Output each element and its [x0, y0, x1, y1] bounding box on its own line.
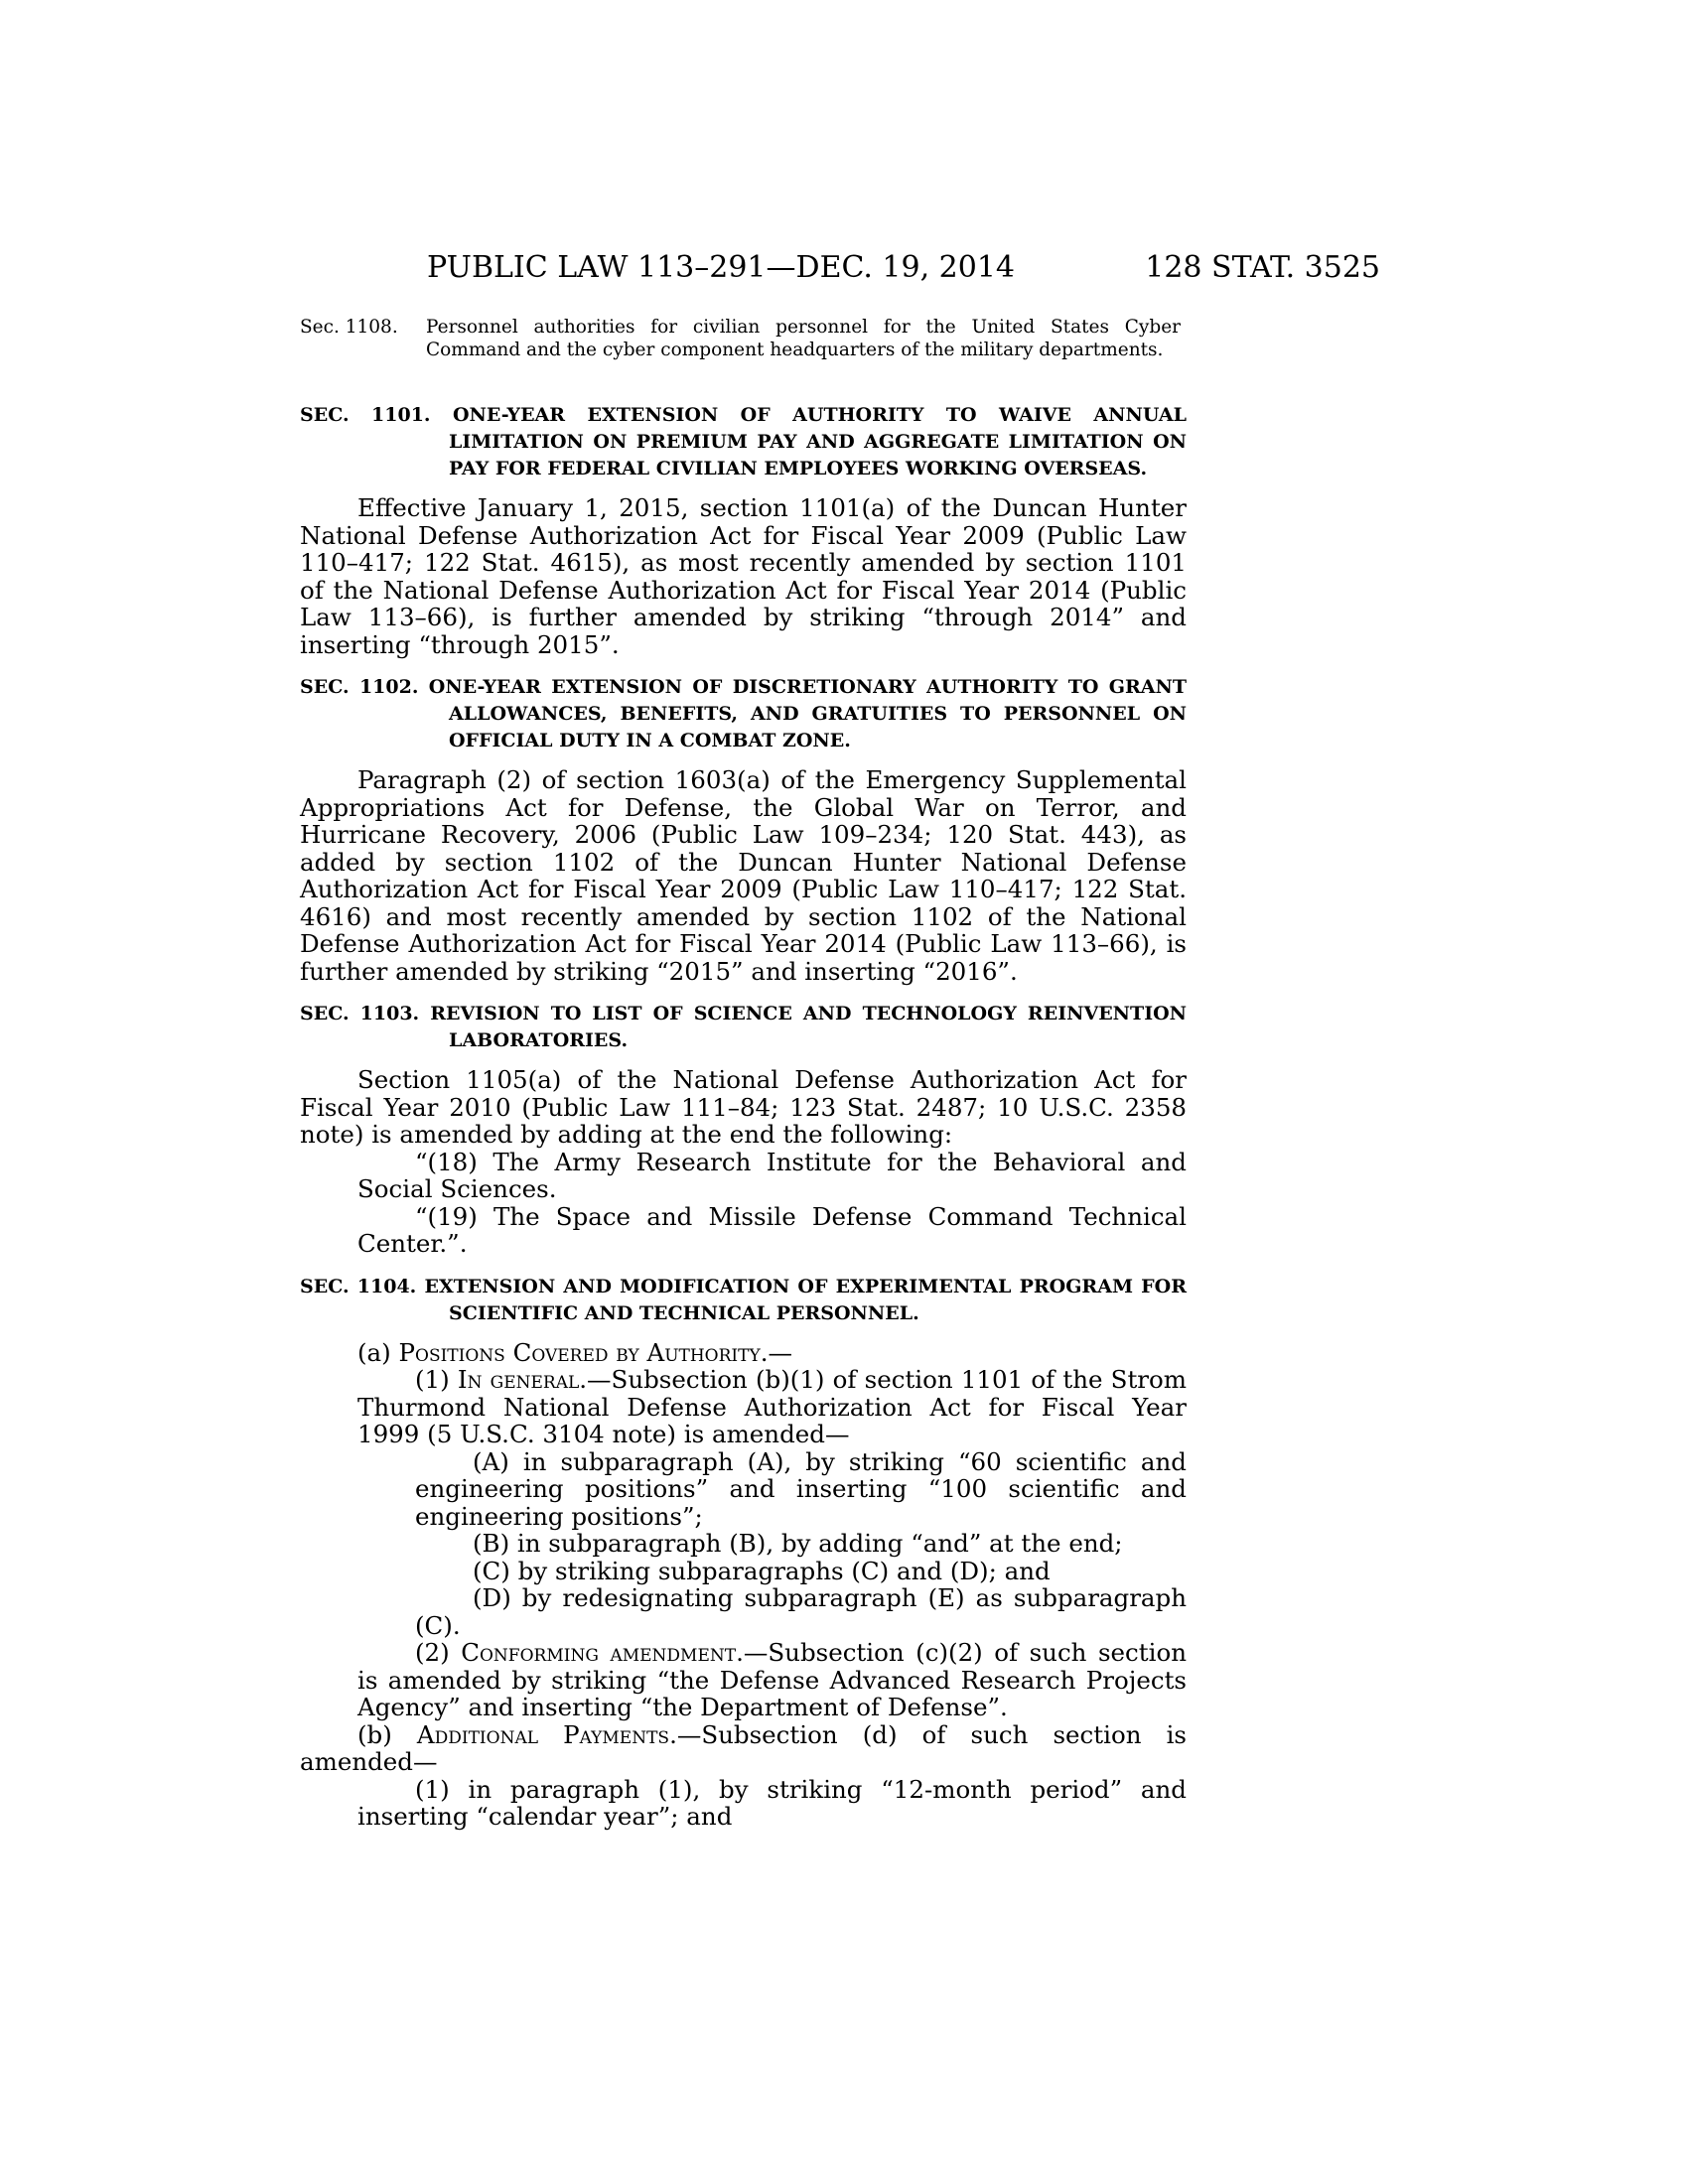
section-text: Effective January 1, 2015, section 1101(a) of the Duncan Hunter National Defense Authorization Act for Fiscal Year 2009 (Public Law 110–417; 122 Stat. 4615), as most recently amended by section 1101 of the National Defense Authorization Act for Fiscal Year 2014 (Public Law 113–66), is further amended by striking “through 2014” and inserting “through 2015”.: [300, 493, 1187, 659]
subparagraph-a1C: (C) by striking subparagraphs (C) and (D); and: [473, 1556, 1051, 1585]
paragraph-a2-label: (2): [415, 1638, 462, 1667]
subsection-b-title: Additional Payments: [416, 1719, 670, 1749]
paragraph-a1-title: In general: [457, 1365, 580, 1394]
section-heading: SEC. 1103. REVISION TO LIST OF SCIENCE AND TECHNOLOGY REINVENTION LABORATORIES.: [300, 1003, 1187, 1051]
running-head: PUBLIC LAW 113–291—DEC. 19, 2014: [427, 250, 1016, 285]
paragraph-a1: [300, 1366, 1187, 1448]
inserted-item-18: “(18) The Army Research Institute for the Behavioral and Social Sciences.: [357, 1147, 1187, 1203]
inserted-item-19: “(19) The Space and Missile Defense Command Technical Center.”.: [357, 1201, 1187, 1258]
subparagraph-a1D: (D) by redesignating subparagraph (E) as subparagraph (C).: [415, 1583, 1187, 1640]
subsection-b: [300, 1721, 1187, 1776]
section-heading: SEC. 1104. EXTENSION AND MODIFICATION OF EXPERIMENTAL PROGRAM FOR SCIENTIFIC AND TECHNICAL PERSONNEL.: [300, 1275, 1187, 1324]
paragraph-a1-label: (1): [415, 1365, 458, 1394]
paragraph-a1-text: .—Subsection (b)(1) of section 1101 of the Strom Thurmond National Defense Authorization Act for Fiscal Year 1999 (5 U.S.C. 3104 note) is amended—: [357, 1365, 1187, 1448]
document-body: [300, 402, 1187, 1831]
section-text: Section 1105(a) of the National Defense Authorization Act for Fiscal Year 2010 (Public Law 111–84; 123 Stat. 2487; 10 U.S.C. 2358 note) is amended by adding at the end the following:: [300, 1065, 1187, 1149]
subsection-a-title: Positions Covered by Authority: [398, 1337, 761, 1367]
section-1102: [300, 674, 1187, 985]
subsection-a-dash: .—: [760, 1337, 792, 1367]
paragraph-a2: [300, 1639, 1187, 1721]
paragraph-a2-title: Conforming amendment: [461, 1638, 737, 1667]
section-heading: SEC. 1102. ONE-YEAR EXTENSION OF DISCRETIONARY AUTHORITY TO GRANT ALLOWANCES, BENEFITS, AND GRATUITIES TO PERSONNEL ON OFFICIAL DUTY IN A COMBAT ZONE.: [300, 676, 1187, 751]
statute-citation: 128 STAT. 3525: [1145, 250, 1380, 285]
section-1103: [300, 1001, 1187, 1258]
paragraph-a2-text: .—Subsection (c)(2) of such section is amended by striking “the Defense Advanced Research Projects Agency” and inserting “the Department of Defense”.: [357, 1638, 1187, 1721]
section-heading: SEC. 1101. ONE-YEAR EXTENSION OF AUTHORITY TO WAIVE ANNUAL LIMITATION ON PREMIUM PAY AND AGGREGATE LIMITATION ON PAY FOR FEDERAL CIVILIAN EMPLOYEES WORKING OVERSEAS.: [300, 404, 1187, 479]
subparagraph-a1A: (A) in subparagraph (A), by striking “60 scientific and engineering positions” and inserting “100 scientific and engineering positions”;: [415, 1446, 1187, 1531]
section-1101: [300, 402, 1187, 658]
section-1104: [300, 1274, 1187, 1831]
toc-section-number: Sec. 1108.: [300, 317, 398, 338]
subsection-b-label: (b): [357, 1719, 417, 1749]
paragraph-b1: (1) in paragraph (1), by striking “12-month period” and inserting “calendar year”; and: [357, 1774, 1187, 1831]
subsection-a-label: (a): [357, 1337, 399, 1367]
section-text: Paragraph (2) of section 1603(a) of the Emergency Supplemental Appropriations Act for Defense, the Global War on Terror, and Hurricane Recovery, 2006 (Public Law 109–234; 120 Stat. 443), as added by section 1102 of the Duncan Hunter National Defense Authorization Act for Fiscal Year 2009 (Public Law 110–417; 122 Stat. 4616) and most recently amended by section 1102 of the National Defense Authorization Act for Fiscal Year 2014 (Public Law 113–66), is further amended by striking “2015” and inserting “2016”.: [300, 765, 1187, 986]
toc-section-title: Personnel authorities for civilian personnel for the United States Cyber Command and the cyber component headquarters of the military departments.: [426, 317, 1181, 360]
table-of-contents-entry: [300, 316, 1187, 361]
page-header: [427, 250, 1380, 290]
subsection-a-heading: [300, 1339, 1187, 1367]
subsection-b-text: .—Subsection (d) of such section is amended—: [300, 1719, 1187, 1776]
subparagraph-a1B: (B) in subparagraph (B), by adding “and” at the end;: [473, 1529, 1123, 1558]
